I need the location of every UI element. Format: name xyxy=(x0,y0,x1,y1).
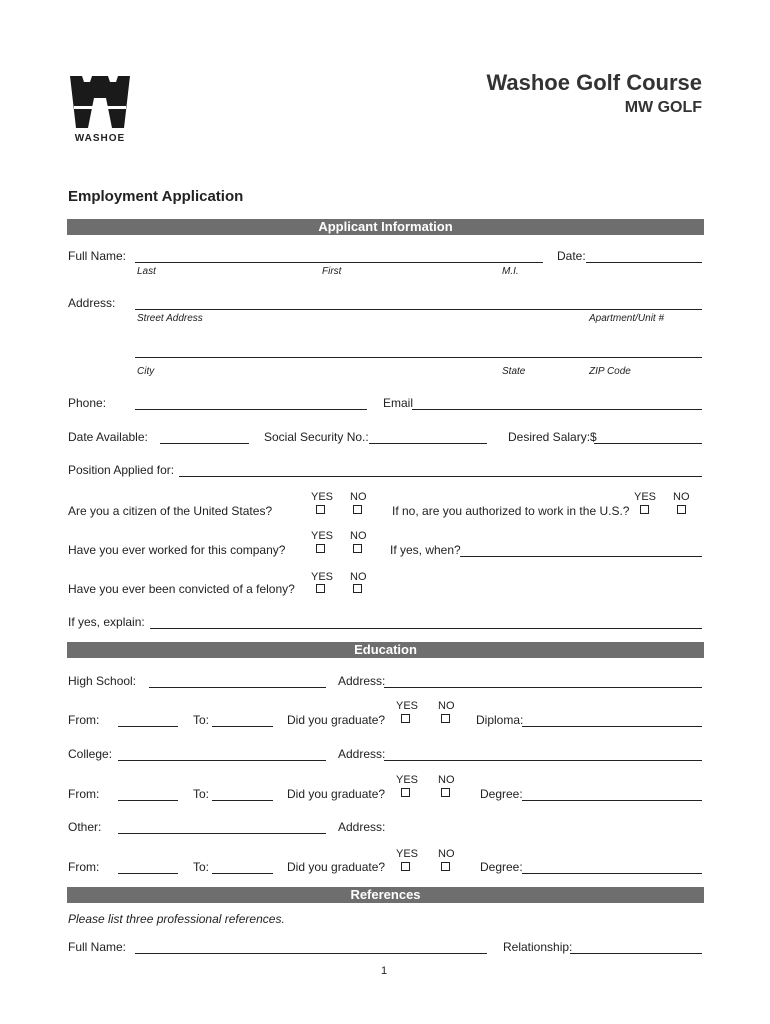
other-field[interactable] xyxy=(118,833,326,834)
city-state-zip-field[interactable] xyxy=(135,357,702,358)
college-address-field[interactable] xyxy=(384,760,702,761)
college-label: College: xyxy=(68,747,113,761)
email-label: Email xyxy=(383,396,414,410)
city-sublabel: City xyxy=(137,366,155,377)
zip-sublabel: ZIP Code xyxy=(589,366,631,377)
other-yes-label: YES xyxy=(396,848,419,860)
worked-no-checkbox[interactable] xyxy=(353,544,362,553)
hs-address-label: Address: xyxy=(338,674,386,688)
course-title: Washoe Golf Course xyxy=(486,70,702,95)
diploma-field[interactable] xyxy=(522,726,702,727)
full-name-field[interactable] xyxy=(135,262,543,263)
authorized-yes-checkbox[interactable] xyxy=(640,505,649,514)
relationship-label: Relationship: xyxy=(503,940,573,954)
citizen-yes-label: YES xyxy=(311,491,334,503)
if-yes-when-label: If yes, when? xyxy=(390,543,461,557)
salary-sign: $ xyxy=(590,430,597,444)
college-from-field[interactable] xyxy=(118,800,178,801)
section-applicant: Applicant Information xyxy=(67,219,704,235)
hs-graduate-yes-checkbox[interactable] xyxy=(401,714,410,723)
address-label: Address: xyxy=(68,296,116,310)
ssn-label: Social Security No.: xyxy=(264,430,369,444)
high-school-field[interactable] xyxy=(149,687,326,688)
hs-from-field[interactable] xyxy=(118,726,178,727)
other-label: Other: xyxy=(68,820,102,834)
college-no-label: NO xyxy=(438,774,455,786)
section-references: References xyxy=(67,887,704,903)
street-sublabel: Street Address xyxy=(137,313,203,324)
hs-to-label: To: xyxy=(193,713,210,727)
college-graduate-question: Did you graduate? xyxy=(287,787,386,801)
authorized-no-checkbox[interactable] xyxy=(677,505,686,514)
phone-label: Phone: xyxy=(68,396,107,410)
citizen-question: Are you a citizen of the United States? xyxy=(68,504,273,518)
other-to-label: To: xyxy=(193,860,210,874)
high-school-label: High School: xyxy=(68,674,137,688)
worked-no-label: NO xyxy=(350,530,367,542)
section-education: Education xyxy=(67,642,704,658)
washoe-logo xyxy=(68,72,132,148)
other-graduate-question: Did you graduate? xyxy=(287,860,386,874)
salary-label xyxy=(508,430,597,444)
college-to-field[interactable] xyxy=(212,800,273,801)
date-available-label: Date Available: xyxy=(68,430,148,444)
mi-sublabel: M.I. xyxy=(502,266,519,277)
worked-yes-label: YES xyxy=(311,530,334,542)
hs-graduate-question: Did you graduate? xyxy=(287,713,386,727)
college-graduate-no-checkbox[interactable] xyxy=(441,788,450,797)
logo-text: WASHOE xyxy=(74,133,126,144)
college-degree-label: Degree: xyxy=(480,787,523,801)
authorized-yes-label: YES xyxy=(634,491,657,503)
other-to-field[interactable] xyxy=(212,873,273,874)
citizen-yes-checkbox[interactable] xyxy=(316,505,325,514)
course-subtitle: MW GOLF xyxy=(624,99,702,116)
relationship-field[interactable] xyxy=(570,953,702,954)
other-graduate-no-checkbox[interactable] xyxy=(441,862,450,871)
hs-address-field[interactable] xyxy=(384,687,702,688)
felony-no-label: NO xyxy=(350,571,367,583)
last-sublabel: Last xyxy=(137,266,156,277)
salary-label-text: Desired Salary: xyxy=(508,430,591,444)
reference-full-name-label: Full Name: xyxy=(68,940,127,954)
date-available-field[interactable] xyxy=(160,443,249,444)
college-degree-field[interactable] xyxy=(522,800,702,801)
if-yes-explain-field[interactable] xyxy=(150,628,702,629)
felony-no-checkbox[interactable] xyxy=(353,584,362,593)
other-degree-field[interactable] xyxy=(522,873,702,874)
authorized-question: If no, are you authorized to work in the U.S.? xyxy=(392,504,630,518)
street-address-field[interactable] xyxy=(135,309,702,310)
hs-graduate-no-checkbox[interactable] xyxy=(441,714,450,723)
ssn-field[interactable] xyxy=(369,443,487,444)
other-no-label: NO xyxy=(438,848,455,860)
phone-field[interactable] xyxy=(135,409,367,410)
college-from-label: From: xyxy=(68,787,100,801)
diploma-label: Diploma: xyxy=(476,713,524,727)
w-logo-icon xyxy=(68,72,132,132)
page-number: 1 xyxy=(381,965,388,977)
felony-yes-label: YES xyxy=(311,571,334,583)
hs-no-label: NO xyxy=(438,700,455,712)
email-field[interactable] xyxy=(412,409,702,410)
state-sublabel: State xyxy=(502,366,526,377)
college-to-label: To: xyxy=(193,787,210,801)
authorized-no-label: NO xyxy=(673,491,690,503)
citizen-no-label: NO xyxy=(350,491,367,503)
references-instructions: Please list three professional references. xyxy=(68,912,285,926)
other-from-label: From: xyxy=(68,860,100,874)
hs-to-field[interactable] xyxy=(212,726,273,727)
position-field[interactable] xyxy=(179,476,702,477)
felony-yes-checkbox[interactable] xyxy=(316,584,325,593)
first-sublabel: First xyxy=(322,266,342,277)
hs-yes-label: YES xyxy=(396,700,419,712)
position-label: Position Applied for: xyxy=(68,463,175,477)
form-title: Employment Application xyxy=(68,188,244,205)
other-address-label: Address: xyxy=(338,820,386,834)
if-yes-when-field[interactable] xyxy=(460,556,702,557)
reference-full-name-field[interactable] xyxy=(135,953,487,954)
if-yes-explain-label: If yes, explain: xyxy=(68,615,145,629)
hs-from-label: From: xyxy=(68,713,100,727)
salary-field[interactable] xyxy=(594,443,702,444)
college-address-label: Address: xyxy=(338,747,386,761)
college-field[interactable] xyxy=(118,760,326,761)
citizen-no-checkbox[interactable] xyxy=(353,505,362,514)
date-field[interactable] xyxy=(586,262,702,263)
apt-sublabel: Apartment/Unit # xyxy=(589,313,665,324)
other-degree-label: Degree: xyxy=(480,860,523,874)
felony-question: Have you ever been convicted of a felony? xyxy=(68,582,295,596)
worked-yes-checkbox[interactable] xyxy=(316,544,325,553)
full-name-label: Full Name: xyxy=(68,249,127,263)
date-label: Date: xyxy=(557,249,586,263)
other-from-field[interactable] xyxy=(118,873,178,874)
college-graduate-yes-checkbox[interactable] xyxy=(401,788,410,797)
other-graduate-yes-checkbox[interactable] xyxy=(401,862,410,871)
college-yes-label: YES xyxy=(396,774,419,786)
worked-question: Have you ever worked for this company? xyxy=(68,543,286,557)
